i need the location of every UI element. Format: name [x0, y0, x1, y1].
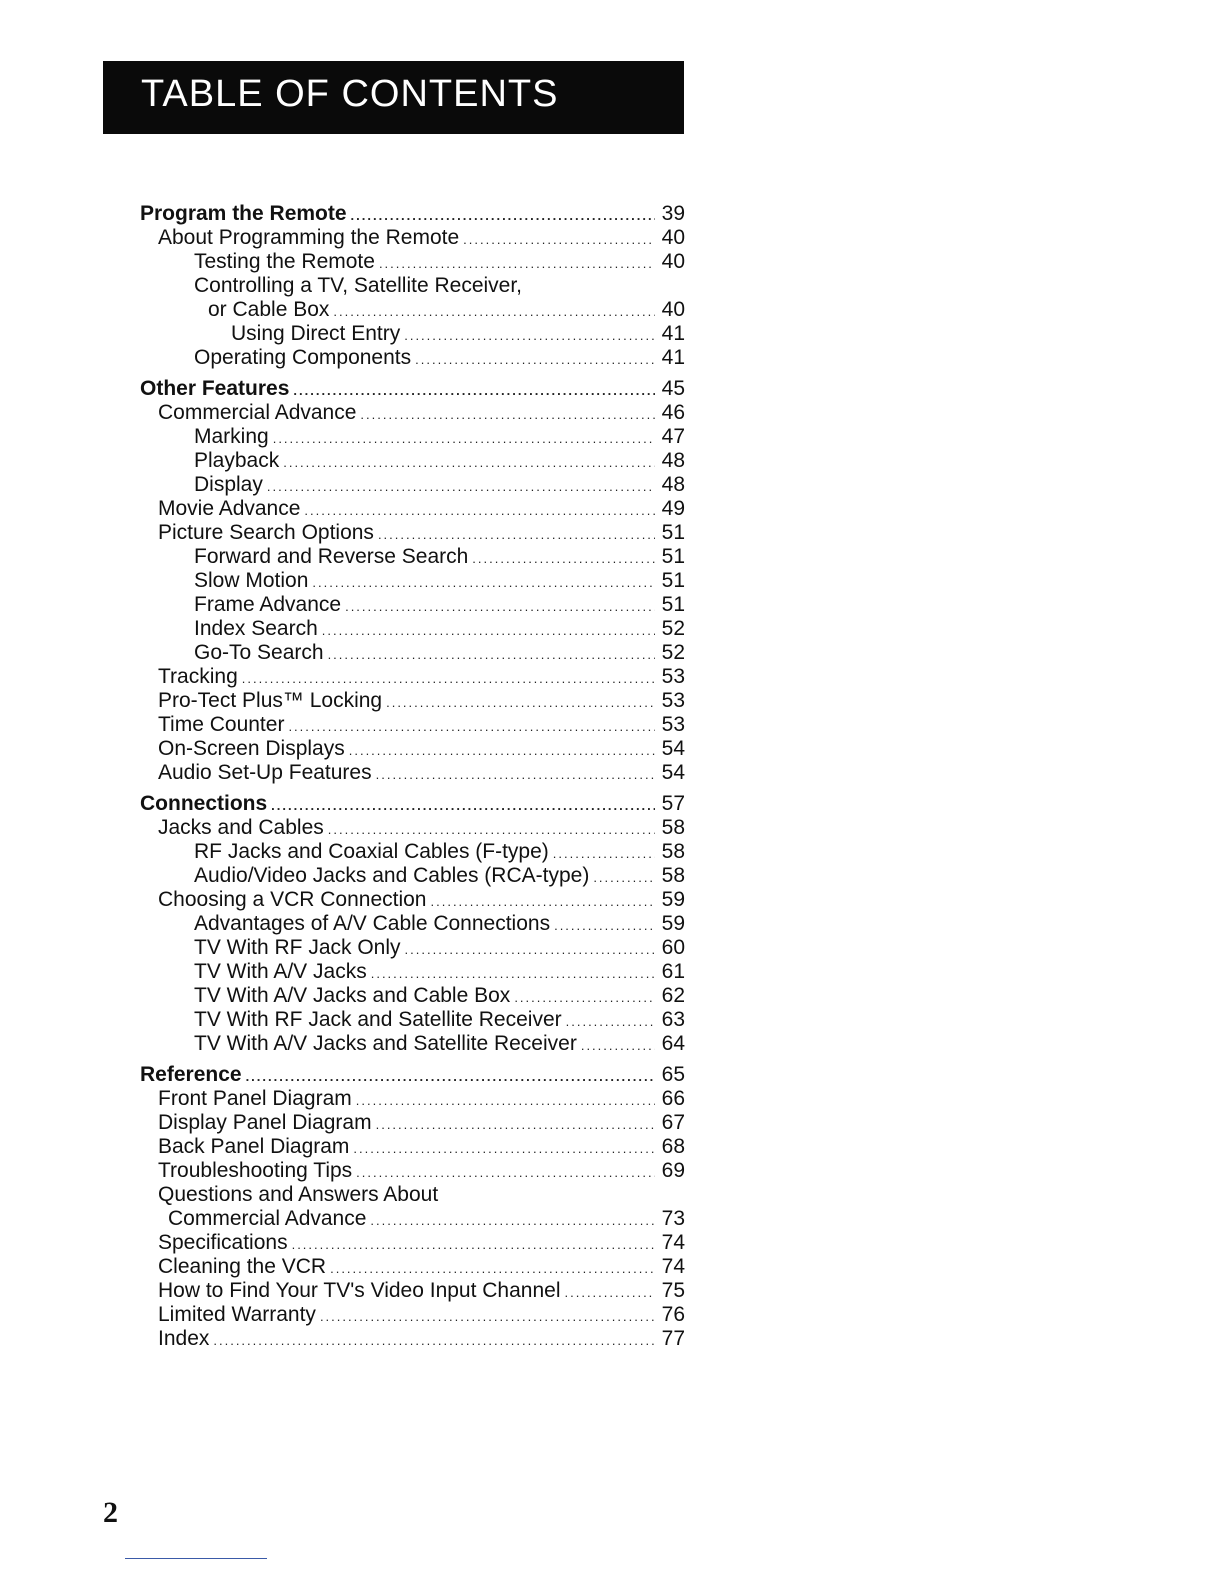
dot-leader: [246, 1065, 655, 1089]
toc-entry: [140, 1327, 685, 1351]
toc-entry: [140, 425, 685, 449]
toc-entry-title: Testing the Remote: [194, 250, 375, 273]
toc-entry-title: Frame Advance: [194, 593, 342, 616]
toc-section-heading: [140, 202, 685, 226]
toc-entry-page: 58: [661, 816, 685, 839]
toc-entry: [140, 1111, 685, 1135]
toc-entry: [140, 322, 685, 346]
toc-entry: [140, 250, 685, 274]
toc-entry-title: Commercial Advance: [168, 1207, 367, 1230]
dot-leader: [328, 818, 655, 842]
toc-entry-title: Forward and Reverse Search: [194, 545, 469, 568]
toc-entry-page: 76: [661, 1303, 685, 1326]
toc-entry-page: 74: [661, 1231, 685, 1254]
toc-entry: [140, 689, 685, 713]
toc-entry: [140, 737, 685, 761]
toc-entry: [140, 226, 685, 250]
toc-entry-page: 66: [661, 1087, 685, 1110]
toc-entry-page: 41: [661, 346, 685, 369]
toc-entry-title: Slow Motion: [194, 569, 309, 592]
toc-entry-page: 51: [661, 545, 685, 568]
toc-entry-title: Display Panel Diagram: [158, 1111, 372, 1134]
dot-leader: [593, 866, 655, 890]
toc-entry-title: Time Counter: [158, 713, 285, 736]
dot-leader: [304, 499, 655, 523]
toc-entry: [140, 912, 685, 936]
toc-entry-page: 69: [661, 1159, 685, 1182]
toc-entry: [140, 401, 685, 425]
toc-entry-title: Jacks and Cables: [158, 816, 324, 839]
toc-entry-title: Playback: [194, 449, 280, 472]
toc-entry: [140, 864, 685, 888]
toc-entry: [140, 1032, 685, 1056]
dot-leader: [273, 427, 655, 451]
toc-entry-page: 40: [661, 226, 685, 249]
dot-leader: [554, 914, 655, 938]
toc-entry-title: Index: [158, 1327, 210, 1350]
toc-entry: [140, 1207, 685, 1231]
dot-leader: [333, 300, 655, 324]
toc-entry-page: 51: [661, 521, 685, 544]
toc-entry: [140, 816, 685, 840]
dot-leader: [271, 794, 655, 818]
toc-entry-page: 52: [661, 617, 685, 640]
toc-entry-page: 54: [661, 761, 685, 784]
toc-entry: [140, 1135, 685, 1159]
footer-rule: [125, 1558, 267, 1559]
toc-entry-page: 64: [661, 1032, 685, 1055]
toc-entry-title: Commercial Advance: [158, 401, 357, 424]
dot-leader: [404, 324, 655, 348]
dot-leader: [566, 1010, 655, 1034]
toc-entry-title: or Cable Box: [208, 298, 330, 321]
toc-entry: [140, 1008, 685, 1032]
toc-entry: [140, 473, 685, 497]
toc-entry: [140, 521, 685, 545]
toc-entry-title: TV With RF Jack and Satellite Receiver: [194, 1008, 562, 1031]
toc-entry: [140, 1159, 685, 1183]
toc-entry: [140, 1279, 685, 1303]
dot-leader: [320, 1305, 655, 1329]
toc-entry-page: 53: [661, 713, 685, 736]
toc-entry: [140, 1183, 685, 1207]
page-number: 2: [103, 1496, 118, 1529]
toc-entry-page: 59: [661, 912, 685, 935]
toc-entry-page: 51: [661, 569, 685, 592]
dot-leader: [330, 1257, 655, 1281]
toc-entry-title: TV With A/V Jacks and Satellite Receiver: [194, 1032, 577, 1055]
header-banner: [103, 61, 684, 134]
toc-entry-title: Reference: [140, 1063, 242, 1086]
toc-entry-page: 75: [661, 1279, 685, 1302]
dot-leader: [328, 643, 655, 667]
toc-entry-title: TV With A/V Jacks and Cable Box: [194, 984, 511, 1007]
dot-leader: [349, 739, 655, 763]
toc-section-heading: [140, 1063, 685, 1087]
toc-entry-page: 49: [661, 497, 685, 520]
toc-entry-title: Other Features: [140, 377, 290, 400]
toc-entry-title: Display: [194, 473, 263, 496]
dot-leader: [371, 962, 655, 986]
dot-leader: [345, 595, 655, 619]
toc-entry: [140, 1303, 685, 1327]
toc-entry-title: TV With A/V Jacks: [194, 960, 367, 983]
toc-entry: [140, 545, 685, 569]
dot-leader: [431, 890, 656, 914]
toc-entry-title: Tracking: [158, 665, 238, 688]
toc-entry-page: 47: [661, 425, 685, 448]
dot-leader: [379, 252, 655, 276]
toc-entry-title: Operating Components: [194, 346, 412, 369]
toc-entry-title: Controlling a TV, Satellite Receiver,: [194, 274, 523, 297]
toc-entry-page: 77: [661, 1327, 685, 1350]
toc-entry-title: Choosing a VCR Connection: [158, 888, 427, 911]
toc-entry-title: Back Panel Diagram: [158, 1135, 350, 1158]
toc-entry-page: 65: [661, 1063, 685, 1086]
toc-entry-page: 39: [661, 202, 685, 225]
toc-entry-title: Front Panel Diagram: [158, 1087, 352, 1110]
toc-entry-title: Pro-Tect Plus™ Locking: [158, 689, 383, 712]
toc-section-heading: [140, 377, 685, 401]
toc-entry-page: 46: [661, 401, 685, 424]
toc-entry-page: 58: [661, 864, 685, 887]
dot-leader: [405, 938, 655, 962]
toc-entry-page: 62: [661, 984, 685, 1007]
toc-entry-page: 52: [661, 641, 685, 664]
dot-leader: [565, 1281, 656, 1305]
dot-leader: [288, 715, 655, 739]
dot-leader: [463, 228, 655, 252]
toc-entry: [140, 346, 685, 370]
toc-entry-page: 51: [661, 593, 685, 616]
page-title: TABLE OF CONTENTS: [141, 73, 559, 115]
toc-entry-page: 68: [661, 1135, 685, 1158]
toc-entry-title: Program the Remote: [140, 202, 347, 225]
dot-leader: [213, 1329, 655, 1353]
dot-leader: [322, 619, 655, 643]
toc-entry-page: 61: [661, 960, 685, 983]
toc-entry: [140, 641, 685, 665]
toc-entry-title: On-Screen Displays: [158, 737, 345, 760]
dot-leader: [376, 763, 655, 787]
toc-entry-page: 45: [661, 377, 685, 400]
toc-entry-title: Limited Warranty: [158, 1303, 316, 1326]
toc-entry-page: 57: [661, 792, 685, 815]
toc-entry-page: 48: [661, 449, 685, 472]
dot-leader: [370, 1209, 655, 1233]
toc-entry-page: 58: [661, 840, 685, 863]
toc-entry: [140, 888, 685, 912]
toc-entry: [140, 665, 685, 689]
toc-entry: [140, 1231, 685, 1255]
toc-entry: [140, 840, 685, 864]
toc-entry: [140, 298, 685, 322]
toc-entry-page: 40: [661, 298, 685, 321]
toc-entry: [140, 617, 685, 641]
toc-entry-title: About Programming the Remote: [158, 226, 460, 249]
toc-entry-title: Specifications: [158, 1231, 288, 1254]
toc-entry-title: Audio Set-Up Features: [158, 761, 372, 784]
dot-leader: [415, 348, 655, 372]
toc-entry-page: 48: [661, 473, 685, 496]
toc-entry-title: Marking: [194, 425, 269, 448]
toc-entry-title: RF Jacks and Coaxial Cables (F-type): [194, 840, 549, 863]
toc-entry-page: 59: [661, 888, 685, 911]
toc-entry-title: Picture Search Options: [158, 521, 374, 544]
dot-leader: [376, 1113, 655, 1137]
dot-leader: [356, 1161, 655, 1185]
dot-leader: [472, 547, 655, 571]
toc-entry: [140, 593, 685, 617]
dot-leader: [356, 1089, 655, 1113]
dot-leader: [242, 667, 655, 691]
dot-leader: [283, 451, 655, 475]
toc-entry: [140, 960, 685, 984]
toc-entry: [140, 1087, 685, 1111]
toc-entry-title: Index Search: [194, 617, 318, 640]
toc-section-heading: [140, 792, 685, 816]
toc-entry-title: Connections: [140, 792, 268, 815]
toc-entry-title: Go-To Search: [194, 641, 324, 664]
dot-leader: [292, 1233, 655, 1257]
toc-entry-title: How to Find Your TV's Video Input Channel: [158, 1279, 561, 1302]
dot-leader: [293, 379, 655, 403]
toc-entry-title: Advantages of A/V Cable Connections: [194, 912, 551, 935]
dot-leader: [378, 523, 655, 547]
toc-entry-page: 54: [661, 737, 685, 760]
toc-entry-page: 67: [661, 1111, 685, 1134]
toc-entry-page: 74: [661, 1255, 685, 1278]
toc-entry: [140, 936, 685, 960]
toc-entry-page: 40: [661, 250, 685, 273]
toc-entry: [140, 984, 685, 1008]
dot-leader: [360, 403, 655, 427]
dot-leader: [312, 571, 655, 595]
dot-leader: [514, 986, 655, 1010]
toc-entry-page: 41: [661, 322, 685, 345]
toc-entry: [140, 1255, 685, 1279]
toc-entry-title: Using Direct Entry: [231, 322, 401, 345]
dot-leader: [267, 475, 655, 499]
toc-entry-title: Cleaning the VCR: [158, 1255, 327, 1278]
dot-leader: [353, 1137, 655, 1161]
toc-entry: [140, 274, 685, 298]
dot-leader: [553, 842, 655, 866]
toc-entry: [140, 761, 685, 785]
toc-entry-title: Troubleshooting Tips: [158, 1159, 353, 1182]
toc-entry-title: Audio/Video Jacks and Cables (RCA-type): [194, 864, 590, 887]
toc-entry: [140, 497, 685, 521]
toc-entry-page: 53: [661, 665, 685, 688]
dot-leader: [581, 1034, 655, 1058]
toc-entry-page: 60: [661, 936, 685, 959]
toc-entry-title: Questions and Answers About: [158, 1183, 439, 1206]
dot-leader: [351, 204, 655, 228]
toc-entry: [140, 449, 685, 473]
toc-entry-page: 73: [661, 1207, 685, 1230]
toc-entry-title: Movie Advance: [158, 497, 301, 520]
toc-entry-page: 53: [661, 689, 685, 712]
toc-entry: [140, 713, 685, 737]
toc-entry-title: TV With RF Jack Only: [194, 936, 401, 959]
dot-leader: [386, 691, 655, 715]
table-of-contents: [140, 202, 685, 1351]
toc-entry-page: 63: [661, 1008, 685, 1031]
toc-entry: [140, 569, 685, 593]
